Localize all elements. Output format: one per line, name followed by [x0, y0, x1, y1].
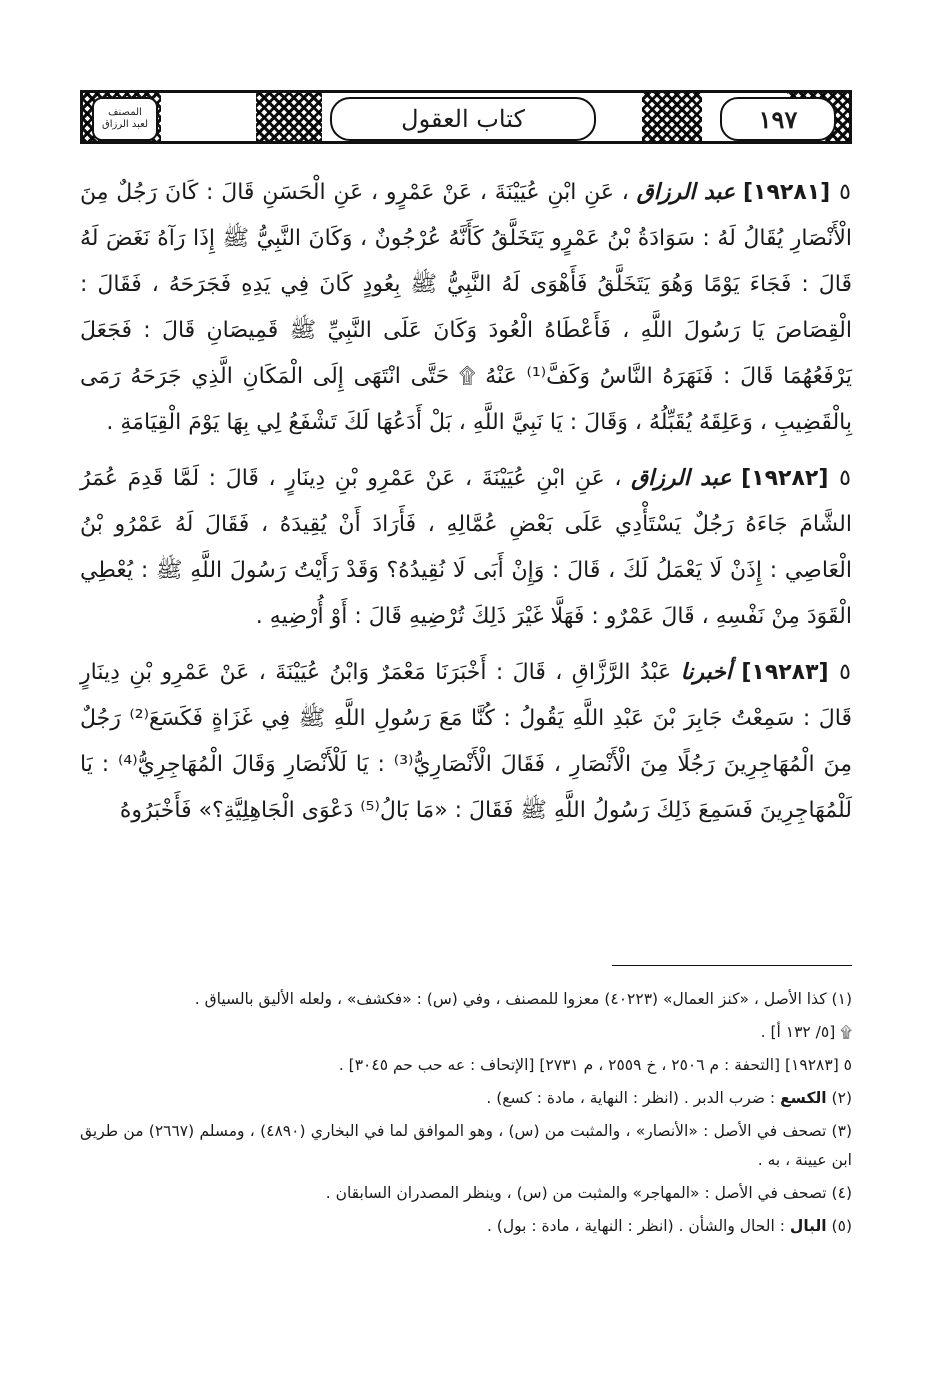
hadith-paragraph: [80, 456, 852, 640]
chapter-title-box: [330, 97, 596, 141]
hadith-marker: ٥: [839, 180, 851, 205]
page-number-box: [720, 97, 836, 141]
hadith-narrator: عبد الرزاق: [636, 180, 736, 205]
hadith-number: [١٩٢٨١]: [742, 180, 831, 205]
hadith-text: عَبْدُ الرَّزَّاقِ ، قَالَ : أَخْبَرَنَا مَعْمَرٌ وَابْنُ عُيَيْنَةَ ، عَنْ عَمْرِو بْنِ دِينَارٍ قَالَ : سَمِعْتُ جَابِرَ بْنَ عَبْدِ اللَّهِ يَقُولُ : كُنَّا مَعَ رَسُولِ اللَّهِ ﷺ فِي غَزَاةٍ فَكَسَعَ⁽²⁾ رَجُلٌ مِنَ الْمُهَاجِرِينَ رَجُلًا مِنَ الْأَنْصَارِ ، فَقَالَ الْأَنْصَارِيُّ⁽³⁾ : يَا لَلْأَنْصَارِ وَقَالَ الْمُهَاجِرِيُّ⁽⁴⁾ : يَا لَلْمُهَاجِرِينَ فَسَمِعَ ذَلِكَ رَسُولُ اللَّهِ ﷺ فَقَالَ : «مَا بَالُ⁽⁵⁾ دَعْوَى الْجَاهِلِيَّةِ؟» فَأَخْبَرُوهُ: [80, 660, 852, 823]
footnote: [80, 1084, 852, 1113]
page-header: [80, 90, 852, 144]
chapter-title: كتاب العقول: [401, 105, 525, 133]
footnote: (٤) تصحف في الأصل : «المهاجر» والمثبت من (س) ، وينظر المصدران السابقان .: [325, 1184, 852, 1202]
footnote-index: (٥): [831, 1217, 852, 1235]
page-number: ١٩٧: [758, 104, 798, 134]
footnote-term: الكسع: [780, 1089, 827, 1107]
hadith-marker: ٥: [839, 466, 851, 491]
footnote: ۩ [٥/ ١٣٢ أ] .: [760, 1023, 852, 1041]
footnote-term: البال: [789, 1217, 827, 1235]
hadith-paragraph: [80, 650, 852, 834]
footnote: (١) كذا الأصل ، «كنز العمال» (٤٠٢٢٣) معزوا للمصنف ، وفي (س) : «فكشف» ، ولعله الأليق بالسياق .: [194, 990, 852, 1008]
hadith-number: [١٩٢٨٢]: [741, 466, 829, 491]
footnote-index: (٢): [831, 1089, 852, 1107]
footnote-text: : ضرب الدبر . (انظر : النهاية ، مادة : كسع) .: [486, 1089, 776, 1107]
ornament-mid-left: [256, 93, 322, 141]
footnote-divider: [612, 965, 852, 966]
hadith-text: ، عَنِ ابْنِ عُيَيْنَةَ ، عَنْ عَمْرٍو ، عَنِ الْحَسَنِ قَالَ : كَانَ رَجُلٌ مِنَ الْأَنْصَارِ يُقَالُ لَهُ : سَوَادَةُ بْنُ عَمْرٍو يَتَخَلَّقُ كَأَنَّهُ عُرْجُونٌ ، وَكَانَ النَّبِيُّ ﷺ إِذَا رَآهُ نَغَضَ لَهُ قَالَ : فَجَاءَ يَوْمًا وَهُوَ يَتَخَلَّقُ فَأَهْوَى لَهُ النَّبِيُّ ﷺ بِعُودٍ كَانَ فِي يَدِهِ فَجَرَحَهُ ، فَقَالَ : الْقِصَاصَ يَا رَسُولَ اللَّهِ ، فَأَعْطَاهُ الْعُودَ وَكَانَ عَلَى النَّبِيِّ ﷺ قَمِيصَانِ قَالَ : فَجَعَلَ يَرْفَعُهُمَا قَالَ : فَنَهَرَهُ النَّاسُ وَكَفَّ⁽¹⁾ عَنْهُ ۩ حَتَّى انْتَهَى إِلَى الْمَكَانِ الَّذِي جَرَحَهُ رَمَى بِالْقَضِيبِ ، وَعَلِقَهُ يُقَبِّلُهُ ، وَقَالَ : يَا نَبِيَّ اللَّهِ ، بَلْ أَدَعُهَا لَكَ تَشْفَعُ لِي بِهَا يَوْمَ الْقِيَامَةِ .: [80, 180, 852, 435]
ornament-mid-right: [642, 93, 702, 141]
hadith-narrator: أخبرنا: [680, 660, 732, 685]
book-logo: [92, 97, 158, 141]
hadith-narrator: عبد الرزاق: [631, 466, 732, 491]
logo-line-2: لعبد الرزاق: [101, 119, 149, 130]
hadith-number: [١٩٢٨٣]: [741, 660, 829, 685]
logo-line-1: المصنف: [108, 107, 142, 118]
footnote: (٣) تصحف في الأصل : «الأنصار» ، والمثبت من (س) ، وهو الموافق لما في البخاري (٤٨٩٠) ، ومسلم (٢٦٦٧) من طريق ابن عيينة ، به .: [80, 1122, 852, 1169]
main-text: [80, 170, 852, 844]
footnotes: [80, 985, 852, 1245]
footnote: [80, 1212, 852, 1241]
hadith-text: ، عَنِ ابْنِ عُيَيْنَةَ ، عَنْ عَمْرِو بْنِ دِينَارٍ ، قَالَ : لَمَّا قَدِمَ عُمَرُ الشَّامَ جَاءَهُ رَجُلٌ يَسْتَأْدِي عَلَى بَعْضِ عُمَّالِهِ ، فَأَرَادَ أَنْ يُقِيدَهُ ، فَقَالَ لَهُ عَمْرُو بْنُ الْعَاصِي : إِذَنْ لَا يَعْمَلُ لَكَ ، قَالَ : وَإِنْ أَبَى لَا نُقِيدُهُ؟ وَقَدْ رَأَيْتُ رَسُولَ اللَّهِ ﷺ : يُعْطِي الْقَوَدَ مِنْ نَفْسِهِ ، قَالَ عَمْرٌو : فَهَلَّا غَيْرَ ذَلِكَ تُرْضِيهِ قَالَ : أَوْ أُرْضِيهِ .: [80, 466, 852, 629]
hadith-marker: ٥: [839, 660, 851, 685]
hadith-paragraph: [80, 170, 852, 446]
footnote: ٥ [١٩٢٨٣] [التحفة : م ٢٥٠٦ ، خ ٢٥٥٩ ، م ٢٧٣١] [الإتحاف : عه حب حم ٣٠٤٥] .: [338, 1056, 852, 1074]
footnote-text: : الحال والشأن . (انظر : النهاية ، مادة : بول) .: [486, 1217, 785, 1235]
